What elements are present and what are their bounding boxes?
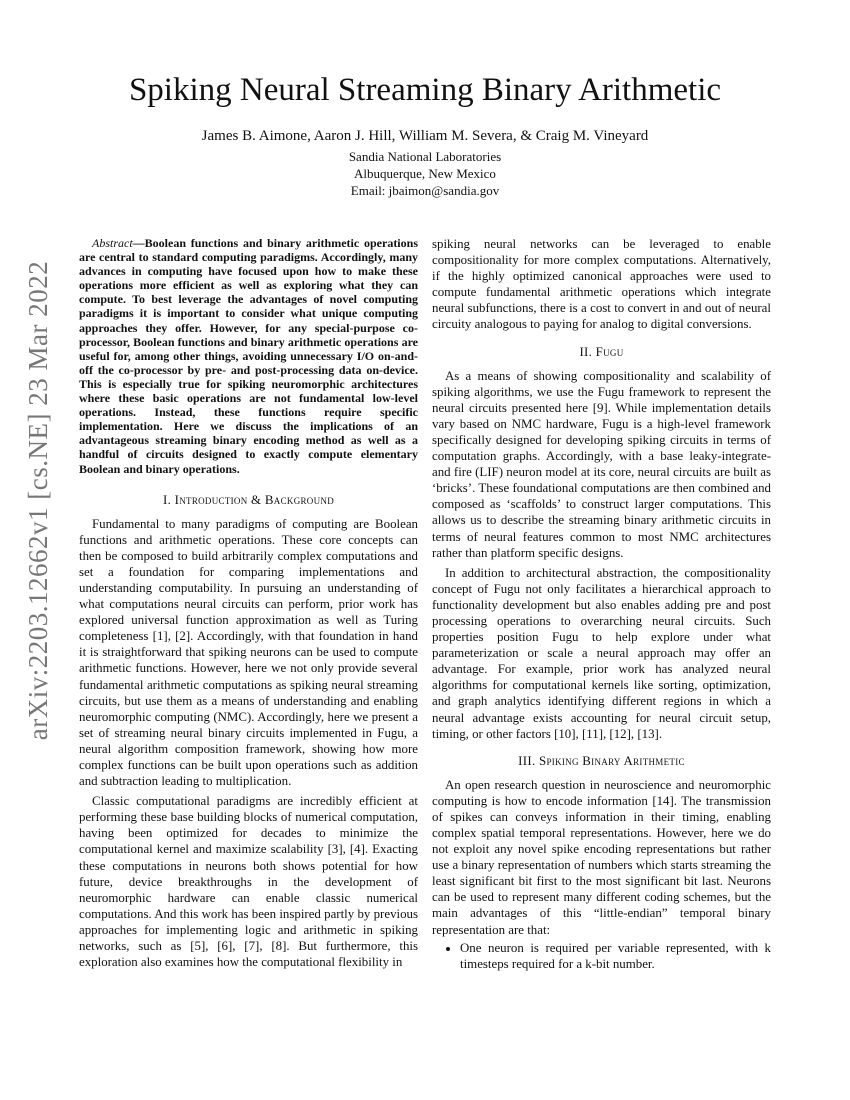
section-heading-fugu: II. Fugu	[579, 344, 624, 359]
affiliation-block	[0, 148, 850, 199]
abstract-lead: Abstract	[92, 236, 133, 250]
section-heading-introduction: I. Introduction & Background	[163, 492, 334, 507]
affiliation-email: Email: jbaimon@sandia.gov	[350, 183, 500, 198]
abstract-text: —Boolean functions and binary arithmetic operations are central to standard computing paradigms. Accordingly, many advances in computing have focused upon how to make these operations more efficient as well as exploring what they can compute. To best leverage the advantages of novel computing paradigms it is important to consider what unique computing approaches they offer. However, for any special-purpose co-processor, Boolean functions and binary arithmetic operations are useful for, among other things, avoiding unnecessary I/O on-and-off the co-processor by pre- and post-processing data on-device. This is especially true for spiking neuromorphic architectures where these basic operations are not fundamental low-level operations. Instead, these functions require specific implementation. Here we discuss the implications of an advantageous streaming binary encoding method as well as a handful of circuits designed to exactly compute elementary Boolean and binary operations.	[79, 236, 418, 476]
right-column	[432, 236, 771, 972]
author-list: James B. Aimone, Aaron J. Hill, William M. Severa, & Craig M. Vineyard	[201, 128, 649, 144]
arxiv-identifier-stamp	[4, 260, 74, 740]
abstract	[79, 236, 418, 476]
intro-paragraph-2-continued: spiking neural networks can be leveraged to enable compositionality for more complex computations. Alternatively, if the highly optimized canonical approaches were used to compute fundamental arithmetic operations which integrate neural subfunctions, there is a cost to convert in and out of neural circuity analogous to paying for analog to digital conversions.	[432, 237, 771, 332]
section-heading-spiking-binary-arithmetic: III. Spiking Binary Arithmetic	[518, 753, 685, 768]
intro-paragraph-2: Classic computational paradigms are incredibly efficient at performing these base building blocks of numerical computation, having been optimized for decades to minimize the computational kernel and maximize scalability [3], [4]. Exacting these computations in neurons both shows potential for how future, device breakthroughs in the development of neuromorphic hardware can enable classic numerical computations. And this work has been inspired partly by previous approaches for implementing logic and arithmetic in spiking networks, such as [5], [6], [7], [8]. But furthermore, this exploration also examines how the computational flexibility in	[79, 794, 418, 970]
affiliation-institution: Sandia National Laboratories	[348, 149, 502, 164]
affiliation-location: Albuquerque, New Mexico	[354, 166, 496, 181]
fugu-paragraph-2: In addition to architectural abstraction, the compositionality concept of Fugu not only facilitates a hierarchical approach to functionality development but also enables adding pre and post processing operations to overarching neural circuits. Such properties position Fugu to help explore under what parameterization or scale a neural approach may offer an advantage. For example, prior work has analyzed neural algorithms for computational kernels like sorting, optimization, and graph analytics identifying different regions in which a neural advantage exists accounting for neural circuit setup, timing, or other factors [10], [11], [12], [13].	[432, 565, 771, 741]
arxiv-stamp-text: arXiv:2203.12662v1 [cs.NE] 23 Mar 2022	[23, 260, 54, 740]
left-column	[79, 236, 418, 970]
fugu-paragraph-1: As a means of showing compositionality and scalability of spiking algorithms, we use the Fugu framework to represent the neural circuits presented here [9]. While implementation details vary based on NMC hardware, Fugu is a high-level framework specifically designed for developing spiking circuits in terms of computation graphs. Accordingly, with a base leaky-integrate-and fire (LIF) neuron model at its core, neural circuits are built as ‘bricks’. These foundational computations are then combined and composed as ‘scaffolds’ to construct larger computations. This allows us to describe the streaming binary arithmetic circuits in terms of neural features common to most NMC architectures rather than platform specific designs.	[432, 368, 771, 560]
intro-paragraph-1: Fundamental to many paradigms of computing are Boolean functions and arithmetic operations. These core concepts can then be composed to build arbitrarily complex computations and set a foundation for comparing implementations and understanding computability. In pursuing an understanding of what computations neural circuits can perform, prior work has explored universal function approximation as well as Turing completeness [1], [2]. Accordingly, with that foundation in hand it is straightforward that spiking neurons can be used to compute arithmetic functions. However, here we not only provide several fundamental arithmetic computations as spiking neural streaming circuits, but use them as a means of understanding and enabling neuromorphic computing (NMC). Accordingly, here we present a set of streaming neural binary circuits implemented in Fugu, a neural algorithm composition framework, showing how more complex functions can be built upon operations such as addition and subtraction leading to multiplication.	[79, 516, 418, 789]
sba-paragraph-1: An open research question in neuroscience and neuromorphic computing is how to encode information [14]. The transmission of spikes can conveys information in their timing, enabling complex spatial temporal representations. However, here we do not exploit any novel spike encoding representations but rather use a binary representation of numbers which starts streaming the least significant bit first to the most significant bit last. Neurons can be used to represent many different coding schemes, but the main advantages of this “little-endian” temporal binary representation are that:	[432, 777, 771, 937]
list-item: • One neuron is required per variable represented, with k timesteps required for a k-bit number.	[460, 940, 771, 972]
paper-title: Spiking Neural Streaming Binary Arithmetic	[128, 72, 722, 108]
advantages-list	[432, 940, 771, 972]
